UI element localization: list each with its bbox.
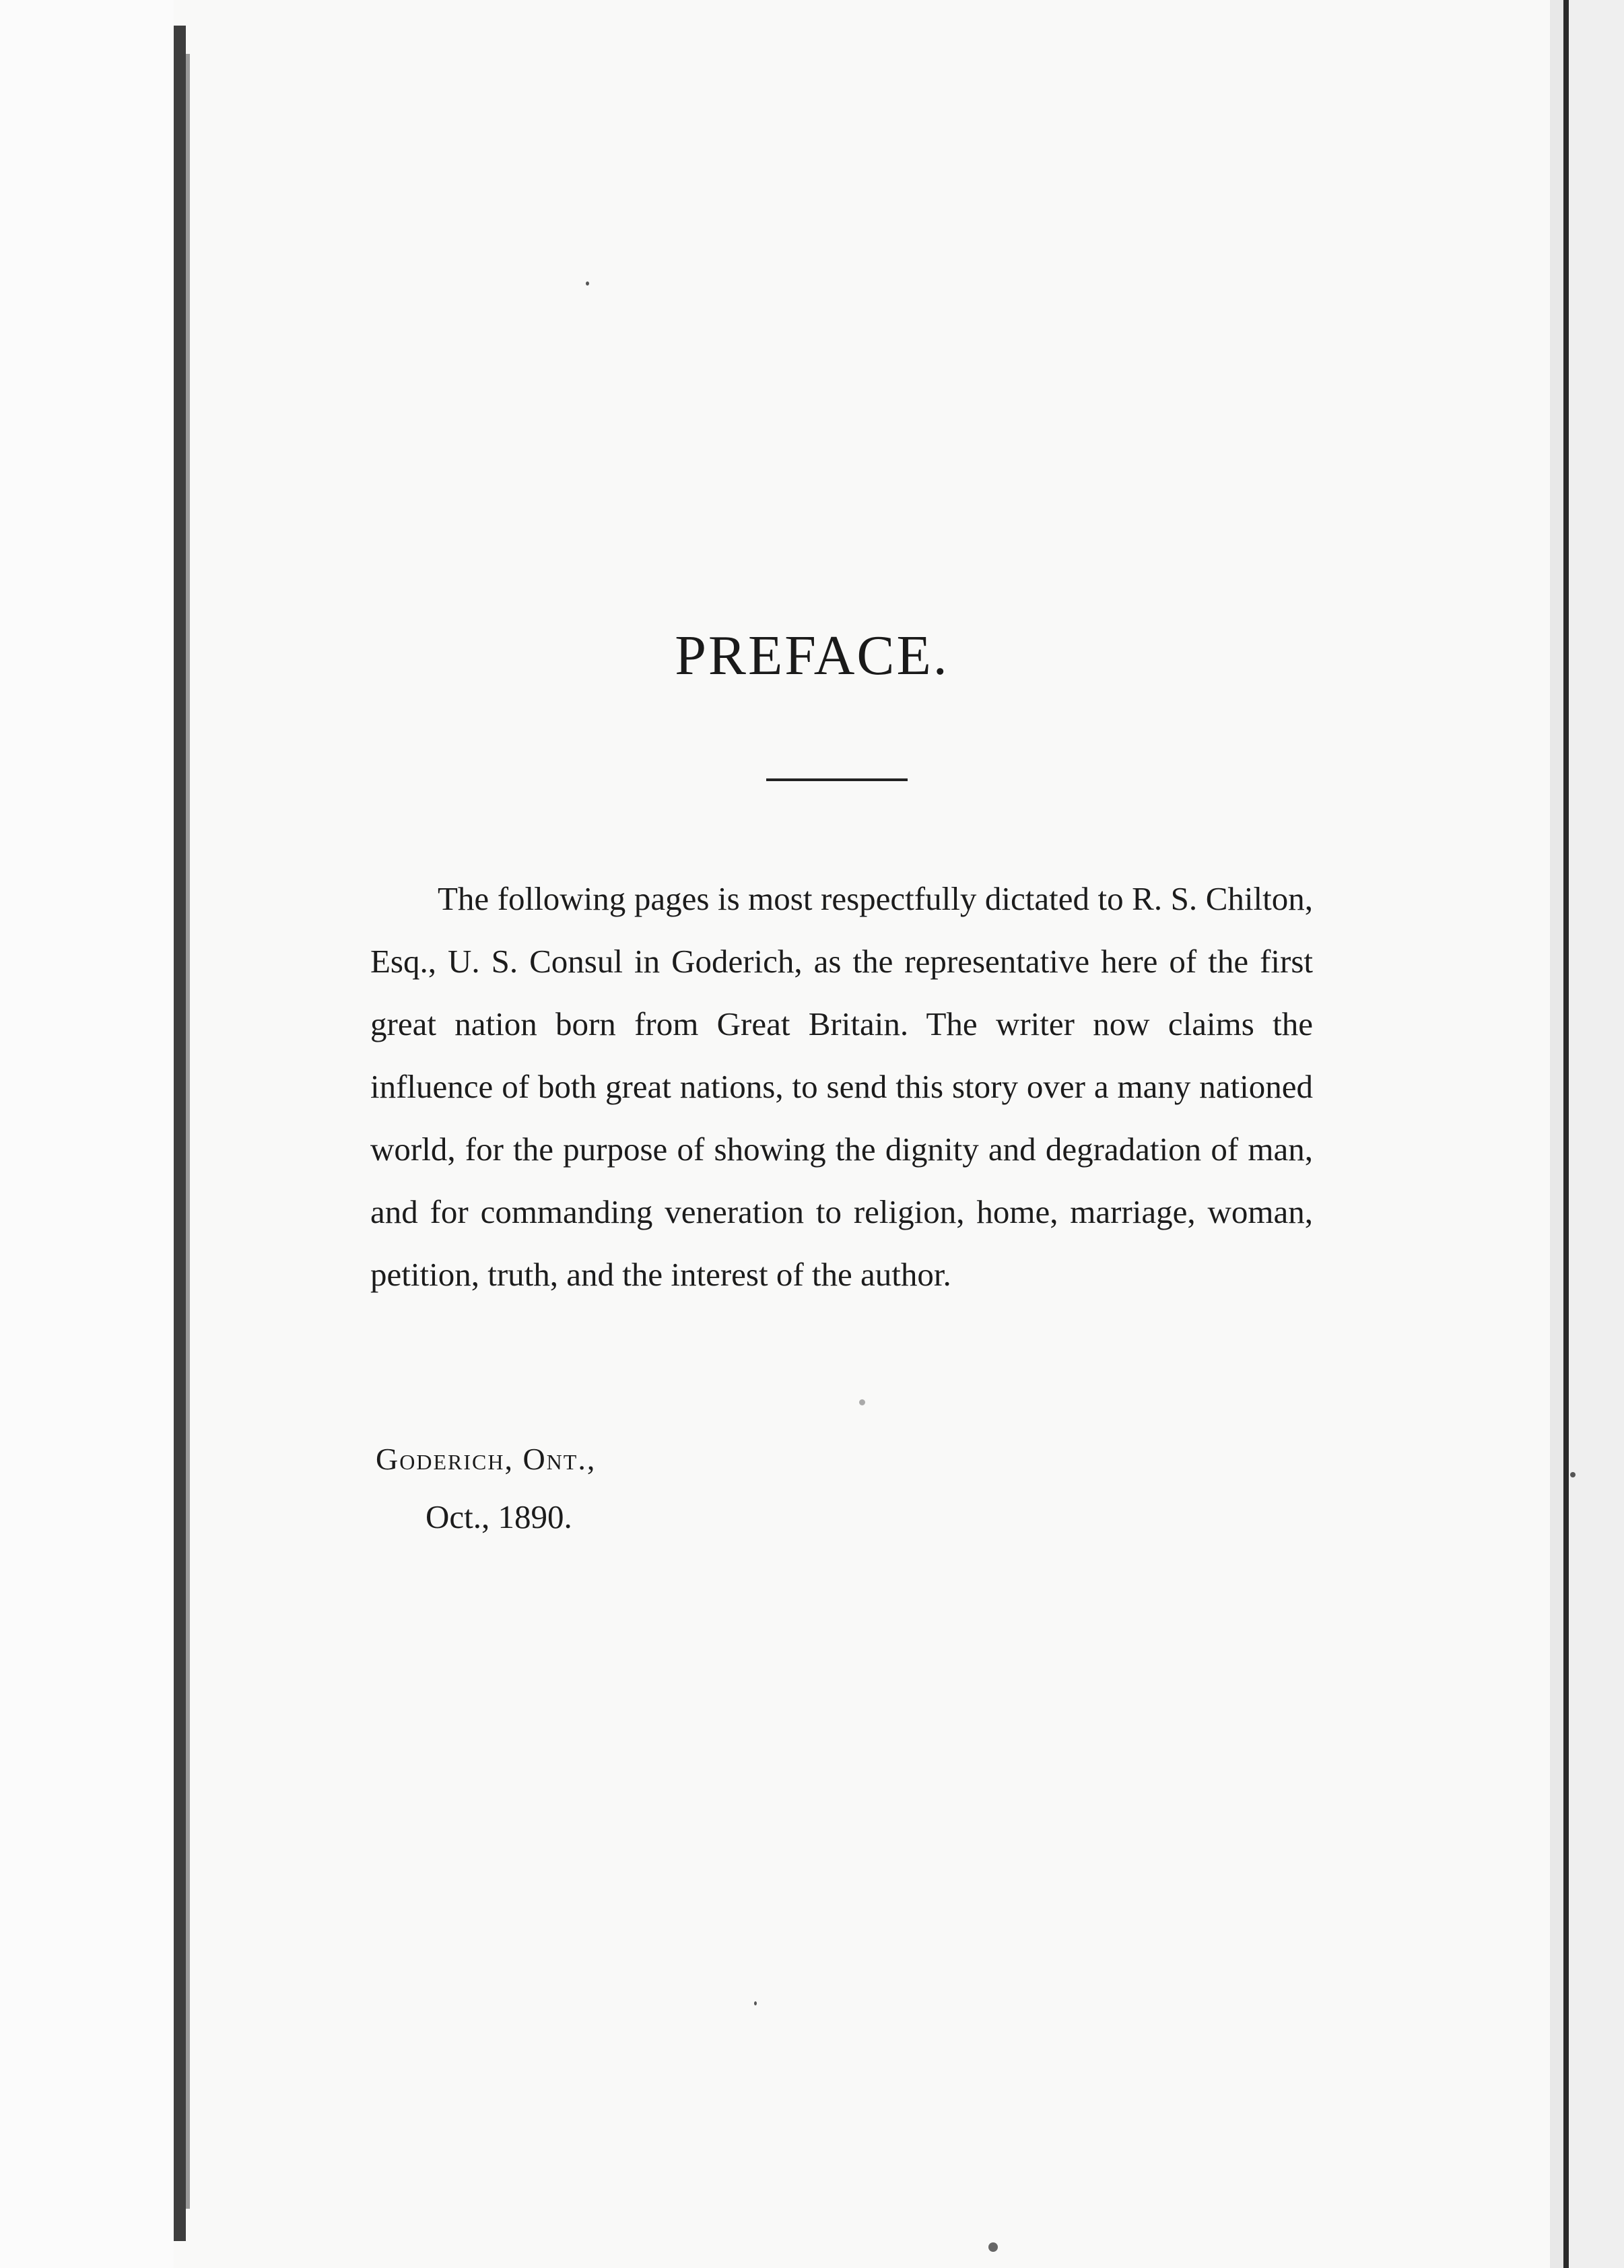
binding-edge [174,26,186,2241]
left-margin [0,0,174,2268]
scan-speck [1570,1472,1576,1477]
scan-speck [988,2242,998,2252]
scan-speck [754,2001,757,2005]
title-rule [766,778,908,781]
scan-speck [586,281,589,286]
page-title: PREFACE. [675,624,949,687]
signature-place: Goderich, Ont., [376,1442,597,1476]
signature-date: Oct., 1890. [426,1498,572,1535]
right-page-edge [1563,0,1569,2268]
right-margin [1569,0,1624,2268]
page-edge-shadow [1550,0,1563,2268]
preface-body: The following pages is most respectfully dictated to R. S. Chilton, Esq., U. S. Consul in Goderich, as the representative here of the first great nation born from Great Britain. The writer now claims the influence of both great nations, to send this story over a many nationed world, for the purpose of showing the dignity and degradation of man, and for commanding veneration to religion, home, marriage, woman, petition, truth, and the interest of the author. [370,880,1313,1293]
scan-speck [859,1399,865,1405]
binding-shadow [186,54,190,2209]
